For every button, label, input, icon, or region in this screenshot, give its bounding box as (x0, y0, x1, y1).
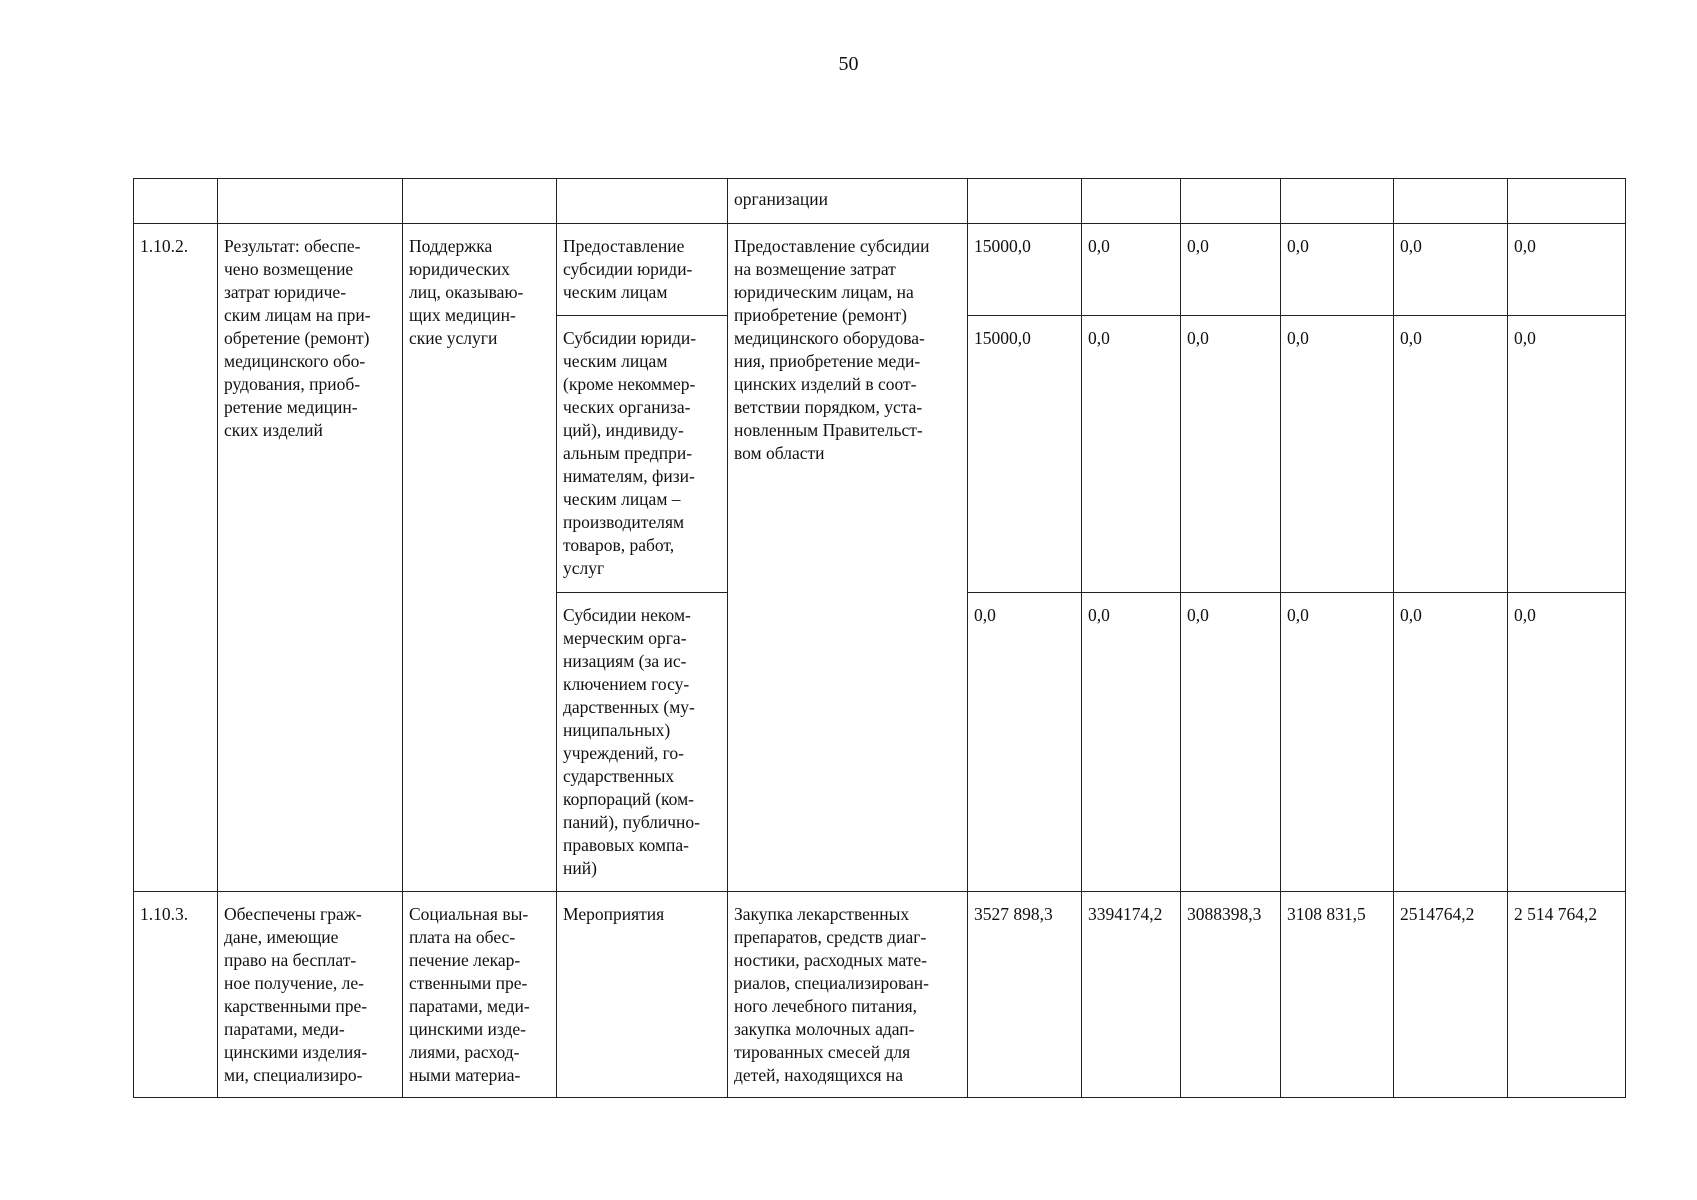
value-cell: 0,0 (1181, 224, 1281, 316)
type-cell: Предоставление субсидии юриди- ческим лицам (557, 224, 728, 316)
value-cell: 3108 831,5 (1281, 892, 1394, 1098)
value-cell: 0,0 (1281, 224, 1394, 316)
table-row (134, 892, 1626, 1098)
item-number: 1.10.3. (134, 892, 218, 1098)
table-cell (557, 179, 728, 224)
table-cell (1082, 179, 1181, 224)
type-cell: Субсидии неком- мерческим орга- низациям (за ис- ключением госу- дарственных (му- ниципальных) учреждений, го- сударственных корпораций (ком- паний), публично- правовых компа- ний) (557, 593, 728, 892)
value-cell: 15000,0 (968, 224, 1082, 316)
value-cell: 0,0 (1508, 224, 1626, 316)
value-cell: 0,0 (1281, 593, 1394, 892)
table-cell: организации (728, 179, 968, 224)
value-cell: 3527 898,3 (968, 892, 1082, 1098)
table-cell (403, 179, 557, 224)
value-cell: 0,0 (1508, 316, 1626, 593)
result-cell: Обеспечены граж- дане, имеющие право на бесплат- ное получение, ле- карственными пре- паратами, меди- цинскими изделия- ми, специализиро- (218, 892, 403, 1098)
item-number: 1.10.2. (134, 224, 218, 892)
value-cell: 0,0 (1181, 316, 1281, 593)
description-cell: Предоставление субсидии на возмещение затрат юридическим лицам, на приобретение (ремонт) медицинского оборудова- ния, приобретение меди- цинских изделий в соот- ветствии порядком, уста- новленным Правительст- вом области (728, 224, 968, 892)
table-cell (1508, 179, 1626, 224)
value-cell: 0,0 (1181, 593, 1281, 892)
table-row (134, 224, 1626, 316)
type-cell: Субсидии юриди- ческим лицам (кроме некоммер- ческих организа- ций), индивиду- альным предпри- нимателям, физи- ческим лицам – производителям товаров, работ, услуг (557, 316, 728, 593)
table-cell (968, 179, 1082, 224)
description-cell: Закупка лекарственных препаратов, средств диаг- ностики, расходных мате- риалов, специализирован- ного лечебного питания, закупка молочных адап- тированных смесей для детей, находящихся на (728, 892, 968, 1098)
value-cell: 0,0 (1394, 593, 1508, 892)
page-number: 50 (838, 53, 859, 75)
value-cell: 2 514 764,2 (1508, 892, 1626, 1098)
table-cell (1281, 179, 1394, 224)
value-cell: 3394174,2 (1082, 892, 1181, 1098)
value-cell: 0,0 (1394, 316, 1508, 593)
table-cell (1394, 179, 1508, 224)
table-cell (1181, 179, 1281, 224)
value-cell: 15000,0 (968, 316, 1082, 593)
table-cell (218, 179, 403, 224)
value-cell: 2514764,2 (1394, 892, 1508, 1098)
value-cell: 3088398,3 (1181, 892, 1281, 1098)
result-cell: Результат: обеспе- чено возмещение затрат юридиче- ским лицам на при- обретение (ремонт) медицинского обо- рудования, приоб- ретение медицин- ских изделий (218, 224, 403, 892)
value-cell: 0,0 (1281, 316, 1394, 593)
value-cell: 0,0 (1082, 224, 1181, 316)
value-cell: 0,0 (1082, 316, 1181, 593)
type-cell: Мероприятия (557, 892, 728, 1098)
value-cell: 0,0 (1082, 593, 1181, 892)
value-cell: 0,0 (968, 593, 1082, 892)
value-cell: 0,0 (1508, 593, 1626, 892)
support-cell: Поддержка юридических лиц, оказываю- щих медицин- ские услуги (403, 224, 557, 892)
table-row (134, 179, 1626, 224)
table-cell (134, 179, 218, 224)
program-table (133, 178, 1626, 1098)
value-cell: 0,0 (1394, 224, 1508, 316)
support-cell: Социальная вы- плата на обес- печение лекар- ственными пре- паратами, меди- цинскими изде- лиями, расход- ными материа- (403, 892, 557, 1098)
